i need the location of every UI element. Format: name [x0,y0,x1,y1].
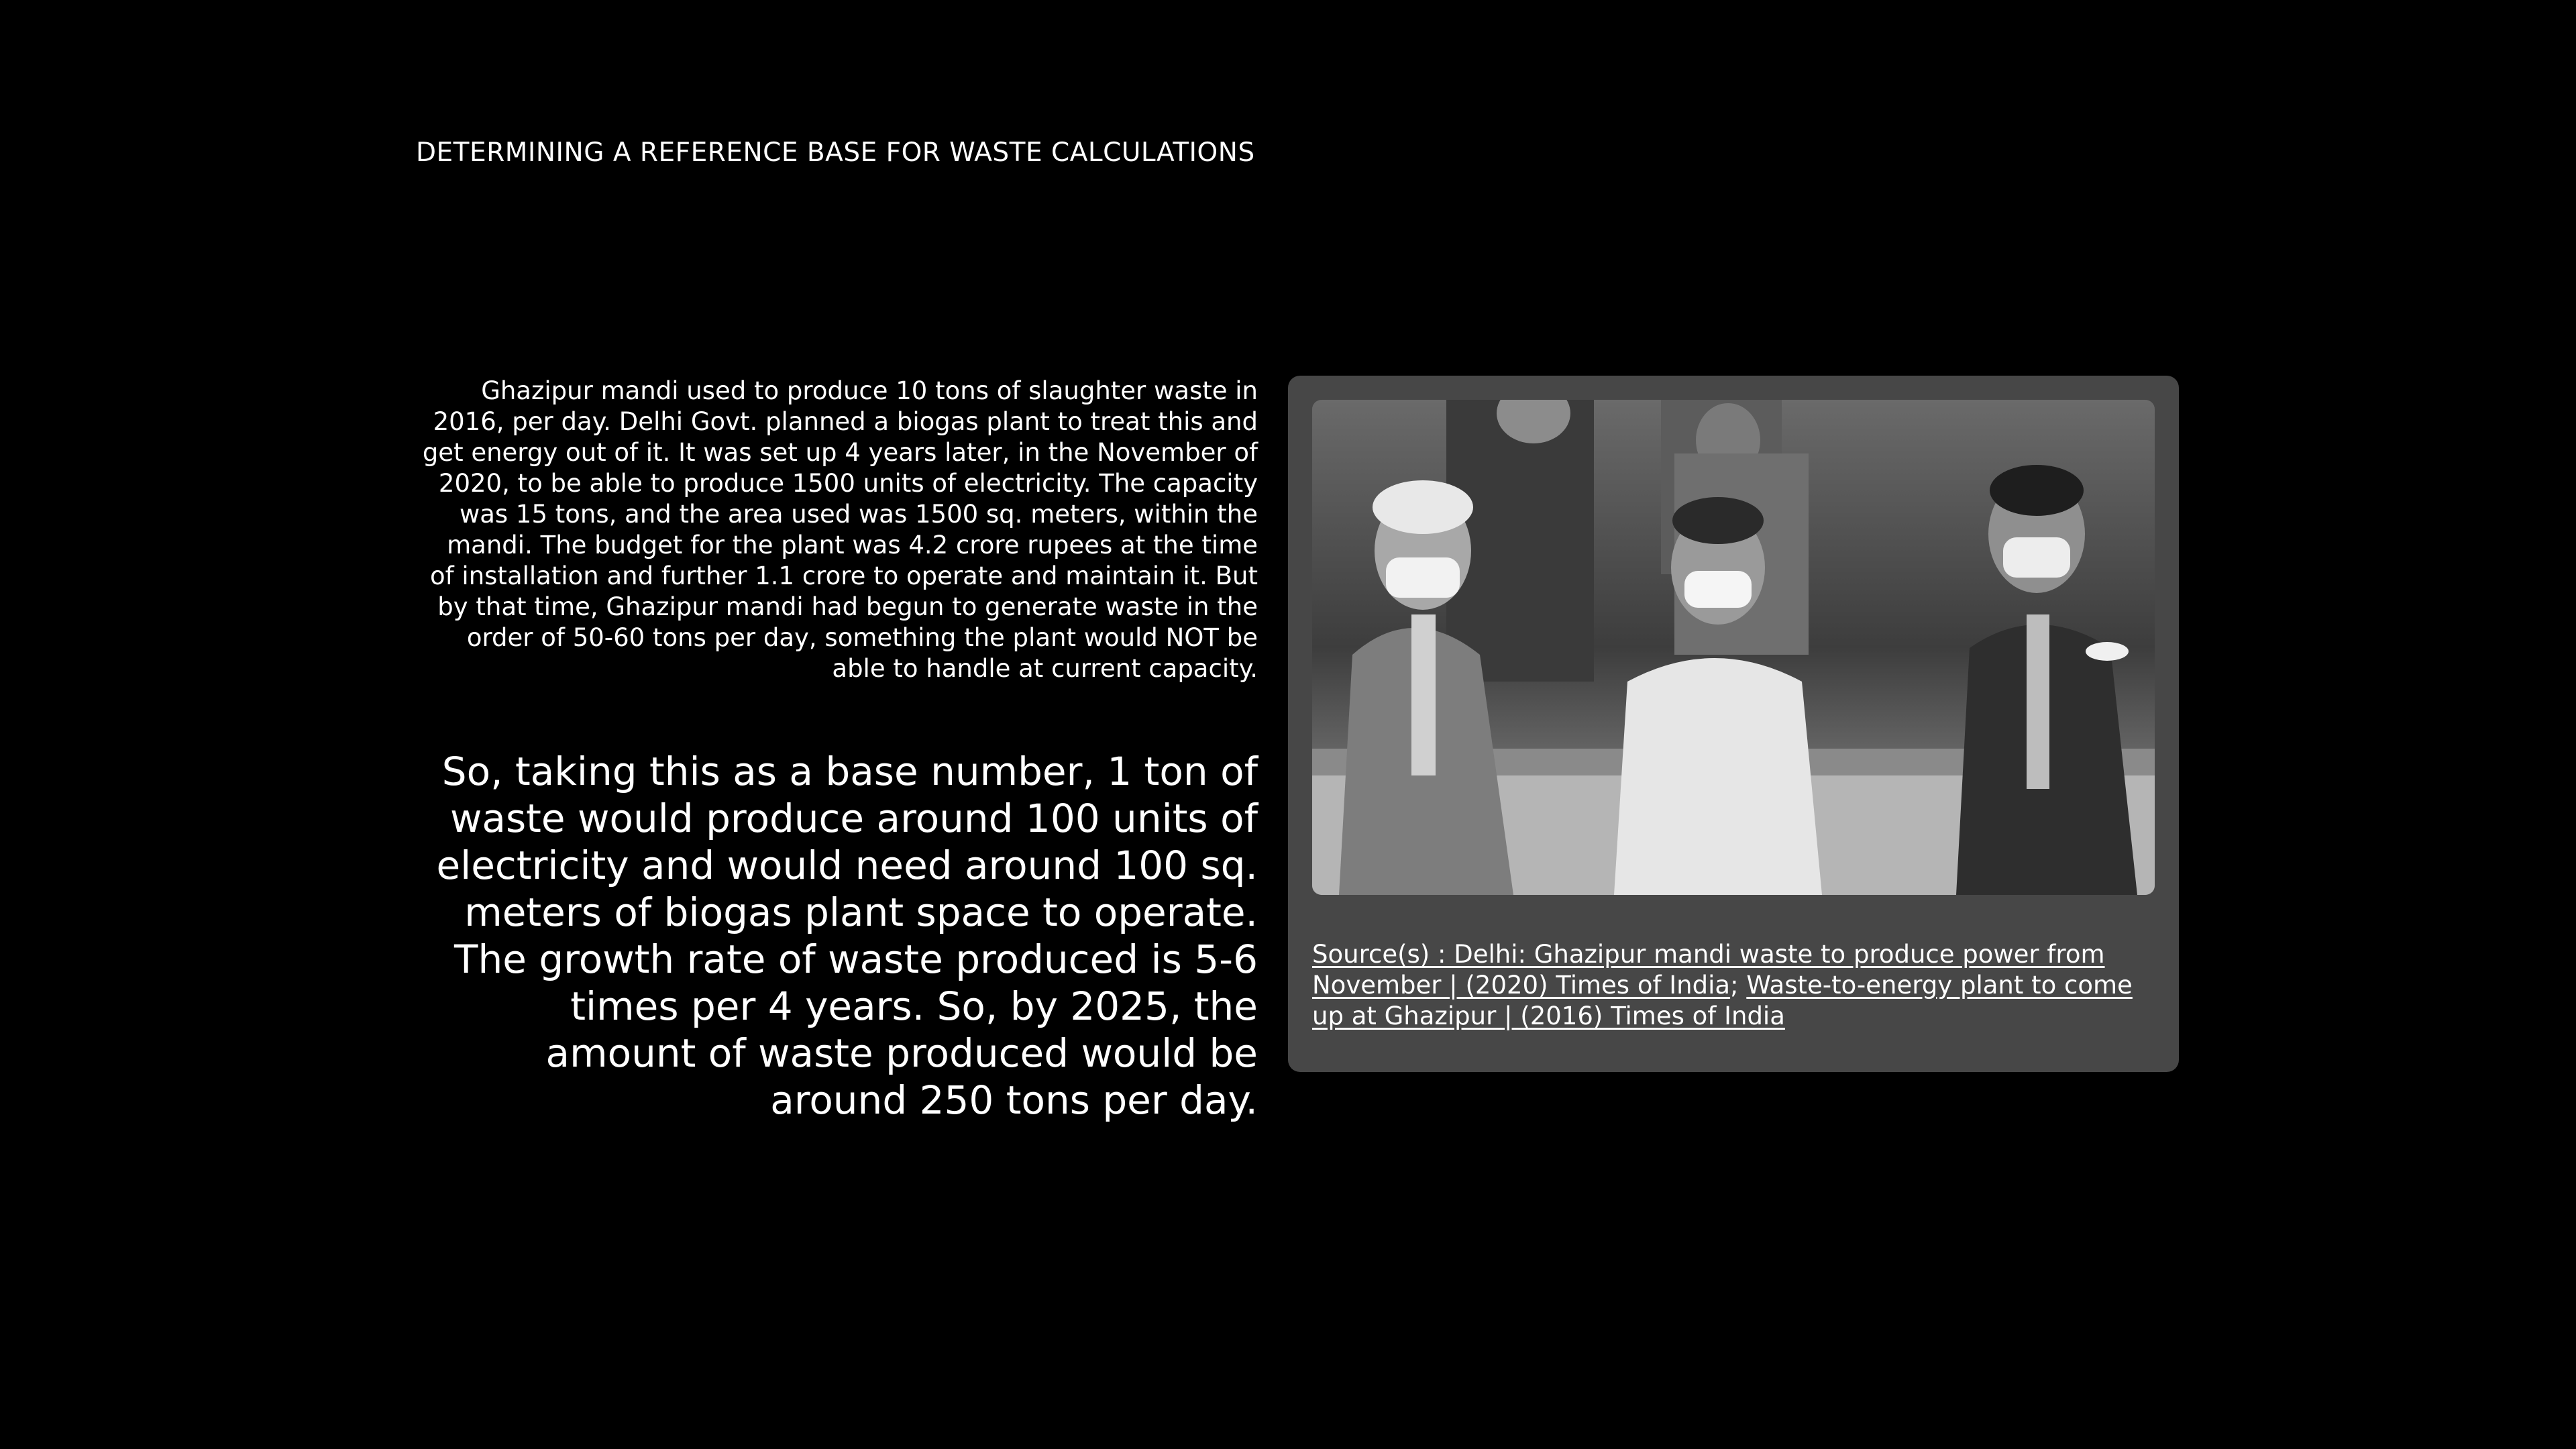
photo-officials-walking-icon [1312,400,2155,895]
news-photo [1312,400,2155,895]
source-citation [1312,939,2161,1032]
source-link-2016[interactable]: Waste-to-energy plant to come up at Ghazipur | (2016) Times of India [1312,971,2133,1030]
source-link-2020[interactable]: Source(s) : Delhi: Ghazipur mandi waste to produce power from November | (2020) Times of India [1312,940,2105,1000]
source-separator: ; [1730,971,1747,1000]
conclusion-paragraph: So, taking this as a base number, 1 ton of waste would produce around 100 units of electricity and would need around 100 sq. meters of biogas plant space to operate. The growth rate of waste produced is 5-6 times per 4 years. So, by 2025, the amount of waste produced would be around 250 tons per day. [436,749,1258,1123]
slide-title: DETERMINING A REFERENCE BASE FOR WASTE CALCULATIONS [416,138,1255,168]
body-paragraph: Ghazipur mandi used to produce 10 tons of slaughter waste in 2016, per day. Delhi Govt. planned a biogas plant to treat this and get energy out of it. It was set up 4 years later, in the November of 2020, to be able to produce 1500 units of electricity. The capacity was 15 tons, and the area used was 1500 sq. meters, within the mandi. The budget for the plant was 4.2 crore rupees at the time of installation and further 1.1 crore to operate and maintain it. But by that time, Ghazipur mandi had begun to generate waste in the order of 50-60 tons per day, something the plant would NOT be able to handle at current capacity. [422,376,1258,683]
image-card [1288,376,2179,1072]
